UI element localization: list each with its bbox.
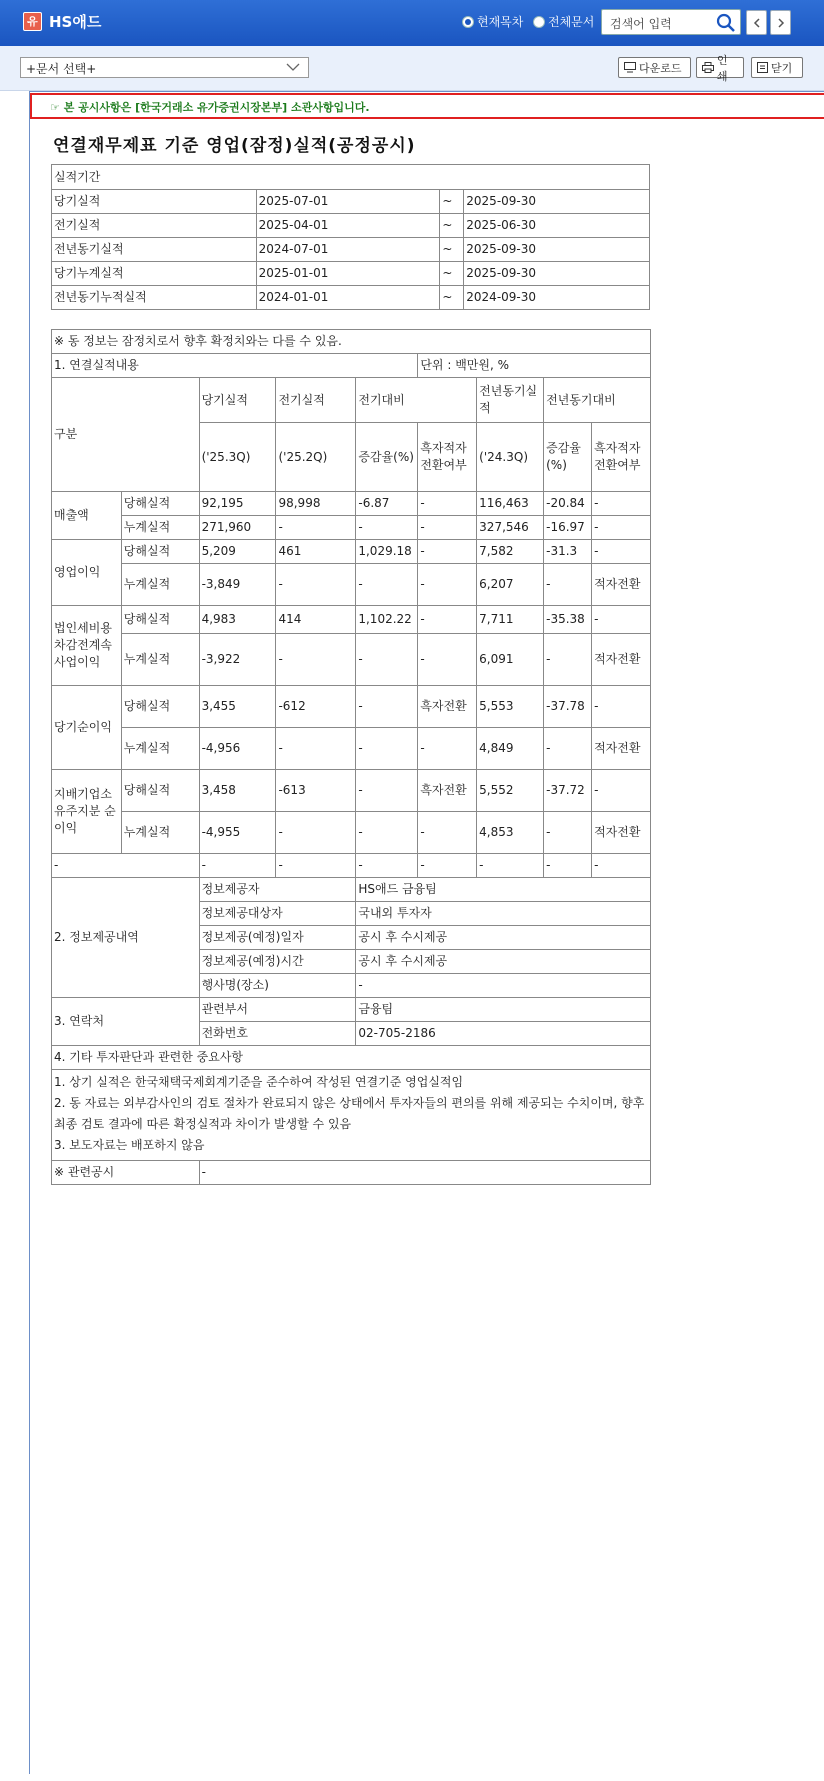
prev-value: 414 (276, 606, 356, 634)
app-title: HS애드 (49, 13, 102, 31)
period-to: 2025-09-30 (464, 238, 650, 262)
period-from: 2025-07-01 (256, 190, 440, 214)
download-button[interactable] (618, 57, 691, 78)
info-key: 정보제공자 (199, 878, 356, 902)
yoy-value: 6,091 (477, 634, 544, 686)
table-row (52, 516, 651, 540)
dash-cell: - (52, 854, 200, 878)
cur-value: 271,960 (199, 516, 276, 540)
period-label: 전년동기누적실적 (52, 286, 257, 310)
col-header-rate2: 증감율(%) (544, 423, 592, 492)
radio-current-section[interactable] (462, 13, 523, 30)
chevron-left-icon (752, 18, 762, 28)
yoy-turn-value: - (592, 770, 651, 812)
search-input[interactable] (601, 9, 741, 35)
info-key: 정보제공(예정)일자 (199, 926, 356, 950)
col-header-yoy: 전년동기실적 (477, 378, 544, 423)
yoy-value: 5,553 (477, 686, 544, 728)
period-from: 2024-01-01 (256, 286, 440, 310)
printer-icon (702, 62, 714, 73)
section1-title: 1. 연결실적내용 (52, 354, 418, 378)
document-close-icon (757, 62, 768, 73)
yoy-value: 4,853 (477, 812, 544, 854)
other-line: 3. 보도자료는 배포하지 않음 (54, 1138, 205, 1152)
yoy-rate-value: - (544, 812, 592, 854)
table-row (52, 238, 650, 262)
yoy-value: 327,546 (477, 516, 544, 540)
yoy-value: 6,207 (477, 564, 544, 606)
table-row (52, 286, 650, 310)
turn-value: - (418, 564, 477, 606)
contact-value: 02-705-2186 (356, 1022, 651, 1046)
yoy-rate-value: - (544, 728, 592, 770)
yoy-rate-value: - (544, 634, 592, 686)
item-name: 영업이익 (52, 540, 122, 606)
document-select-value: +문서 선택+ (26, 62, 97, 76)
rate-value: - (356, 634, 418, 686)
yoy-turn-value: 적자전환 (592, 728, 651, 770)
info-key: 행사명(장소) (199, 974, 356, 998)
yoy-value: 7,582 (477, 540, 544, 564)
prev-result-button[interactable] (746, 10, 767, 35)
rate-value: - (356, 728, 418, 770)
close-button[interactable] (751, 57, 803, 78)
other-line: 1. 상기 실적은 한국채택국제회계기준을 준수하여 작성된 연결기준 영업실적임 (54, 1075, 464, 1089)
cur-value: 3,455 (199, 686, 276, 728)
prev-value: -612 (276, 686, 356, 728)
col-header-prev-cmp: 전기대비 (356, 378, 477, 423)
dash-cell: - (418, 854, 477, 878)
results-body (52, 492, 651, 854)
contact-key: 관련부서 (199, 998, 356, 1022)
rate-value: -6.87 (356, 492, 418, 516)
rate-value: - (356, 564, 418, 606)
period-label: 전년동기실적 (52, 238, 257, 262)
col-header-cur: 당기실적 (199, 378, 276, 423)
chevron-right-icon (776, 18, 786, 28)
row-type: 누계실적 (121, 564, 199, 606)
yoy-rate-value: - (544, 564, 592, 606)
monitor-icon (624, 62, 636, 73)
dash-cell: - (276, 854, 356, 878)
table-row (52, 262, 650, 286)
turn-value: - (418, 516, 477, 540)
rate-value: - (356, 516, 418, 540)
cur-value: 5,209 (199, 540, 276, 564)
period-table (51, 164, 650, 310)
dash-cell: - (544, 854, 592, 878)
radio-current-label: 현재목차 (477, 15, 524, 29)
yoy-value: 116,463 (477, 492, 544, 516)
row-type: 당해실적 (121, 540, 199, 564)
prev-value: - (276, 812, 356, 854)
table-row (52, 214, 650, 238)
document-title: 연결재무제표 기준 영업(잠정)실적(공정공시) (53, 136, 416, 156)
info-value: 공시 후 수시제공 (356, 926, 651, 950)
row-type: 당해실적 (121, 606, 199, 634)
sub-toolbar (0, 46, 824, 91)
prev-value: -613 (276, 770, 356, 812)
dash-cell: - (592, 854, 651, 878)
col-header-cur-q: ('25.3Q) (199, 423, 276, 492)
prev-value: - (276, 516, 356, 540)
period-label: 당기누계실적 (52, 262, 257, 286)
info-value: 국내외 투자자 (356, 902, 651, 926)
period-to: 2025-09-30 (464, 262, 650, 286)
dash-cell: - (477, 854, 544, 878)
period-to: 2024-09-30 (464, 286, 650, 310)
item-name: 법인세비용차감전계속사업이익 (52, 606, 122, 686)
cur-value: -3,849 (199, 564, 276, 606)
col-header-rate: 증감율(%) (356, 423, 418, 492)
rate-value: 1,102.22 (356, 606, 418, 634)
top-bar (0, 0, 824, 46)
document-select[interactable] (20, 57, 309, 78)
col-header-yoy-cmp: 전년동기대비 (544, 378, 651, 423)
item-name: 당기순이익 (52, 686, 122, 770)
row-type: 누계실적 (121, 728, 199, 770)
next-result-button[interactable] (770, 10, 791, 35)
prev-value: 98,998 (276, 492, 356, 516)
turn-value: - (418, 606, 477, 634)
period-sep: ~ (440, 262, 464, 286)
table-row (52, 770, 651, 812)
unit-label: 단위 : 백만원, % (418, 354, 651, 378)
col-header-gubun: 구분 (52, 378, 200, 492)
yoy-turn-value: - (592, 540, 651, 564)
period-sep: ~ (440, 214, 464, 238)
period-from: 2025-04-01 (256, 214, 440, 238)
rate-value: 1,029.18 (356, 540, 418, 564)
period-to: 2025-09-30 (464, 190, 650, 214)
radio-selected-icon[interactable] (462, 16, 474, 28)
yoy-turn-value: 적자전환 (592, 812, 651, 854)
yoy-value: 7,711 (477, 606, 544, 634)
cur-value: -3,922 (199, 634, 276, 686)
period-header: 실적기간 (52, 165, 650, 190)
yoy-value: 5,552 (477, 770, 544, 812)
yoy-rate-value: -20.84 (544, 492, 592, 516)
rate-value: - (356, 770, 418, 812)
app-logo-icon: 유 (23, 12, 42, 31)
table-row (52, 492, 651, 516)
prev-value: 461 (276, 540, 356, 564)
cur-value: 92,195 (199, 492, 276, 516)
row-type: 누계실적 (121, 516, 199, 540)
col-header-prev: 전기실적 (276, 378, 356, 423)
cur-value: -4,955 (199, 812, 276, 854)
col-header-turn2: 흑자적자전환여부 (592, 423, 651, 492)
period-from: 2025-01-01 (256, 262, 440, 286)
table-row (52, 854, 651, 878)
table-row (52, 606, 651, 634)
info-key: 정보제공(예정)시간 (199, 950, 356, 974)
turn-value: - (418, 634, 477, 686)
item-name: 지배기업소유주지분 순이익 (52, 770, 122, 854)
download-label: 다운로드 (639, 61, 682, 75)
cur-value: 4,983 (199, 606, 276, 634)
notice-banner: ☞ 본 공시사항은 [한국거래소 유가증권시장본부] 소관사항입니다. (30, 93, 824, 119)
period-to: 2025-06-30 (464, 214, 650, 238)
period-label: 전기실적 (52, 214, 257, 238)
row-type: 당해실적 (121, 770, 199, 812)
turn-value: - (418, 540, 477, 564)
yoy-rate-value: -35.38 (544, 606, 592, 634)
yoy-rate-value: -37.78 (544, 686, 592, 728)
turn-value: 흑자전환 (418, 770, 477, 812)
other-line: 2. 동 자료는 외부감사인의 검토 절차가 완료되지 않은 상태에서 투자자들의 편의를 위해 제공되는 수치이며, 향후 최종 검토 결과에 따른 확정실적과 차이가 발생할 수 있음 (54, 1096, 645, 1131)
rate-value: - (356, 686, 418, 728)
section3-title: 3. 연락처 (52, 998, 200, 1046)
section2-title: 2. 정보제공내역 (52, 878, 200, 998)
yoy-turn-value: - (592, 492, 651, 516)
info-key: 정보제공대상자 (199, 902, 356, 926)
col-header-turn: 흑자적자전환여부 (418, 423, 477, 492)
cur-value: 3,458 (199, 770, 276, 812)
yoy-rate-value: -37.72 (544, 770, 592, 812)
search-placeholder: 검색어 입력 (610, 17, 672, 31)
table-row (52, 812, 651, 854)
results-table (51, 329, 651, 1185)
contact-key: 전화번호 (199, 1022, 356, 1046)
prev-value: - (276, 634, 356, 686)
radio-all-label: 전체문서 (548, 15, 595, 29)
turn-value: - (418, 728, 477, 770)
period-label: 당기실적 (52, 190, 257, 214)
table-row (52, 686, 651, 728)
radio-all-documents[interactable] (533, 13, 594, 30)
yoy-turn-value: - (592, 516, 651, 540)
prev-value: - (276, 564, 356, 606)
contact-value: 금융팀 (356, 998, 651, 1022)
row-type: 누계실적 (121, 812, 199, 854)
row-type: 당해실적 (121, 492, 199, 516)
turn-value: - (418, 812, 477, 854)
section4-title: 4. 기타 투자판단과 관련한 중요사항 (52, 1046, 651, 1070)
yoy-turn-value: - (592, 606, 651, 634)
row-type: 누계실적 (121, 634, 199, 686)
cur-value: -4,956 (199, 728, 276, 770)
item-name: 매출액 (52, 492, 122, 540)
turn-value: - (418, 492, 477, 516)
table-row (52, 728, 651, 770)
table-row (52, 564, 651, 606)
yoy-turn-value: - (592, 686, 651, 728)
yoy-rate-value: -16.97 (544, 516, 592, 540)
other-notes (52, 1070, 651, 1161)
period-sep: ~ (440, 286, 464, 310)
info-value: HS애드 금융팀 (356, 878, 651, 902)
col-header-prev-q: ('25.2Q) (276, 423, 356, 492)
yoy-turn-value: 적자전환 (592, 634, 651, 686)
dash-cell: - (356, 854, 418, 878)
related-value: - (199, 1161, 650, 1185)
radio-unselected-icon[interactable] (533, 16, 545, 28)
print-label: 인쇄 (716, 53, 728, 83)
yoy-turn-value: 적자전환 (592, 564, 651, 606)
prev-value: - (276, 728, 356, 770)
row-type: 당해실적 (121, 686, 199, 728)
period-sep: ~ (440, 238, 464, 262)
dash-cell: - (199, 854, 276, 878)
print-button[interactable] (696, 53, 744, 83)
period-sep: ~ (440, 190, 464, 214)
table-row (52, 634, 651, 686)
table-row (52, 190, 650, 214)
info-value: - (356, 974, 651, 998)
turn-value: 흑자전환 (418, 686, 477, 728)
period-from: 2024-07-01 (256, 238, 440, 262)
disclaimer-note: ※ 동 정보는 잠정치로서 향후 확정치와는 다를 수 있음. (52, 330, 651, 354)
chevron-down-icon (286, 61, 300, 73)
yoy-rate-value: -31.3 (544, 540, 592, 564)
table-row (52, 540, 651, 564)
rate-value: - (356, 812, 418, 854)
col-header-yoy-q: ('24.3Q) (477, 423, 544, 492)
yoy-value: 4,849 (477, 728, 544, 770)
search-icon[interactable] (716, 13, 736, 33)
info-value: 공시 후 수시제공 (356, 950, 651, 974)
related-label: ※ 관련공시 (52, 1161, 200, 1185)
close-label: 닫기 (771, 61, 793, 75)
